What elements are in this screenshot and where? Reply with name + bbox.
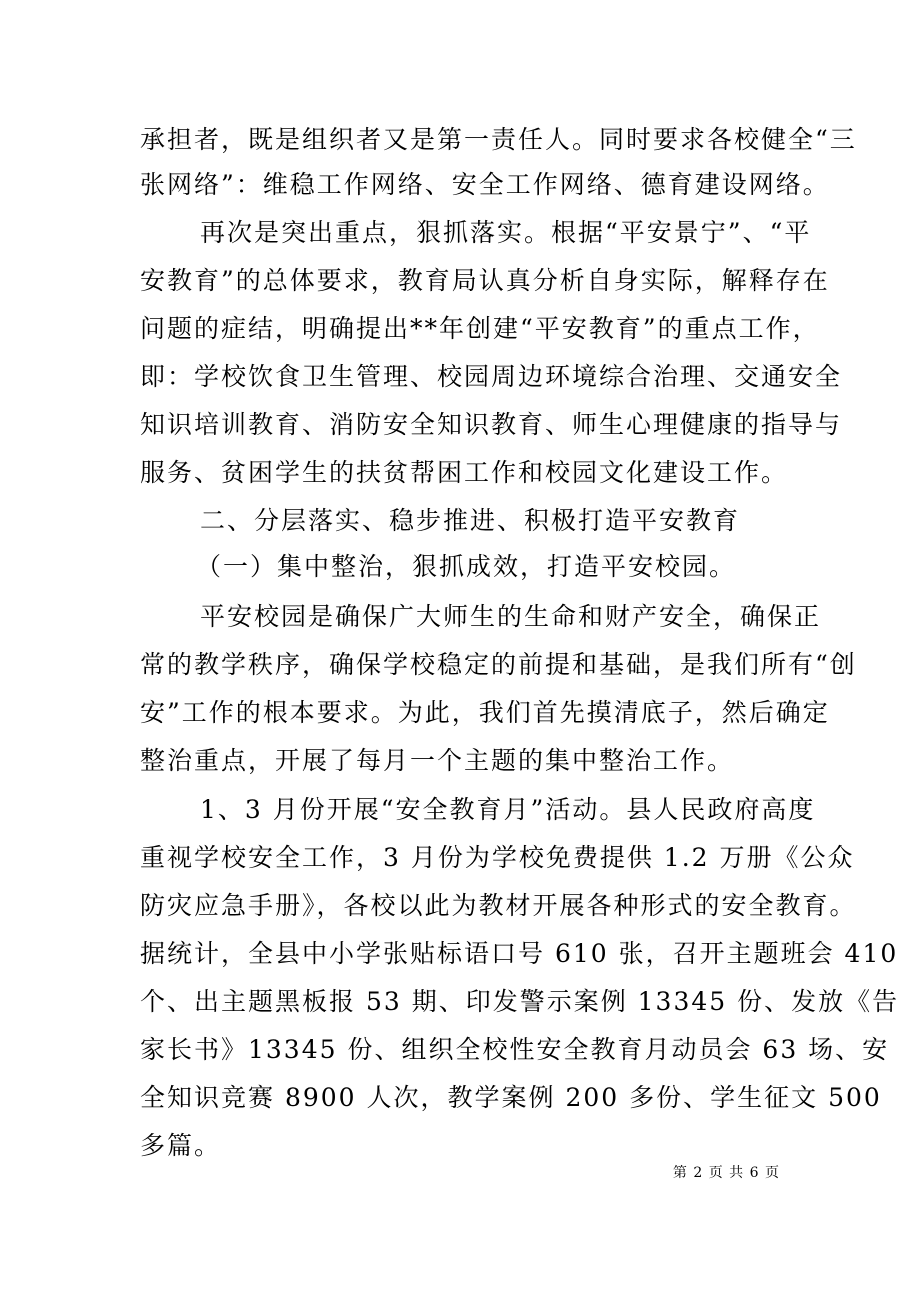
text-line: 即：学校饮食卫生管理、校园周边环境综合治理、交通安全 (140, 362, 843, 391)
text-line: 服务、贫困学生的扶贫帮困工作和校园文化建设工作。 (140, 458, 789, 487)
text-line: 整治重点，开展了每月一个主题的集中整治工作。 (140, 746, 735, 775)
text-line: 安教育”的总体要求，教育局认真分析自身实际，解释存在 (140, 266, 830, 295)
text-line: 据统计，全县中小学张贴标语口号 610 张，召开主题班会 410 (140, 939, 899, 968)
text-line: 防灾应急手册》，各校以此为教材开展各种形式的安全教育。 (140, 891, 857, 920)
text-line: 知识培训教育、消防安全知识教育、师生心理健康的指导与 (140, 410, 843, 439)
text-line: 问题的症结，明确提出**年创建“平安教育”的重点工作， (140, 314, 820, 343)
section-heading: 二、分层落实、稳步推进、积极打造平安教育 (200, 506, 741, 535)
text-line: 安”工作的根本要求。为此，我们首先摸清底子，然后确定 (140, 698, 830, 727)
text-line: 全知识竞赛 8900 人次，教学案例 200 多份、学生征文 500 (140, 1083, 882, 1112)
subsection-heading: （一）集中整治，狠抓成效，打造平安校园。 (196, 552, 737, 581)
text-line: 家长书》13345 份、组织全校性安全教育月动员会 63 场、安 (140, 1035, 890, 1064)
text-line: 常的教学秩序，确保学校稳定的前提和基础，是我们所有“创 (140, 650, 857, 679)
page-number: 第 2 页 共 6 页 (672, 1165, 780, 1181)
text-line: 再次是突出重点，狠抓落实。根据“平安景宁”、“平 (200, 218, 812, 247)
text-line: 重视学校安全工作，3 月份为学校免费提供 1.2 万册《公众 (140, 843, 855, 872)
text-line: 多篇。 (140, 1131, 222, 1160)
text-line: 平安校园是确保广大师生的生命和财产安全，确保正 (200, 602, 822, 631)
text-line: 承担者，既是组织者又是第一责任人。同时要求各校健全“三 (140, 125, 857, 154)
text-line: 张网络”：维稳工作网络、安全工作网络、德育建设网络。 (140, 170, 830, 199)
text-line: 1、3 月份开展“安全教育月”活动。县人民政府高度 (200, 795, 816, 824)
text-line: 个、出主题黑板报 53 期、印发警示案例 13345 份、发放《告 (140, 987, 900, 1016)
